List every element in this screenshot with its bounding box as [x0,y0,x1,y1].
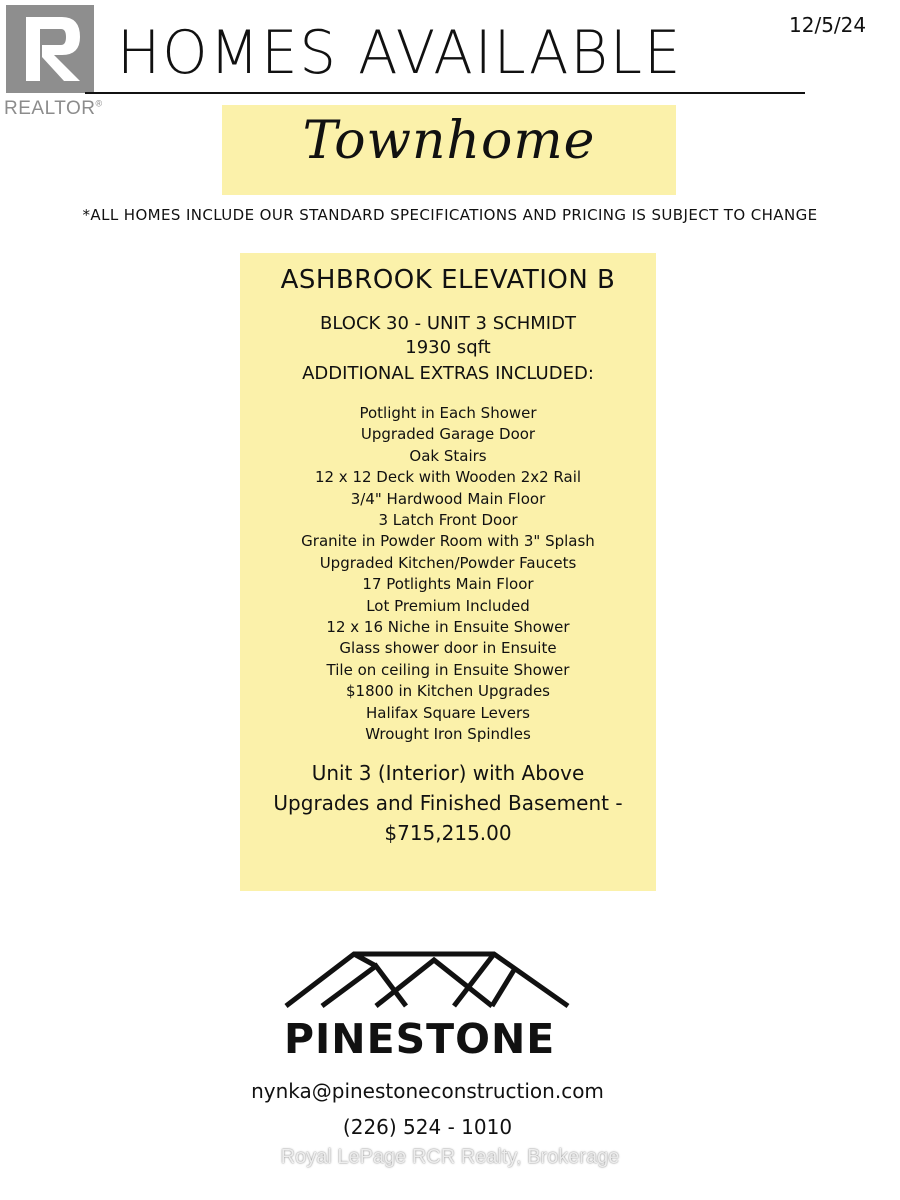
home-type-label: Townhome [302,111,596,171]
extras-list [240,403,656,746]
home-type-banner [222,105,676,195]
realtor-logo [6,5,94,93]
price: $715,215.00 [384,821,512,845]
list-item: 12 x 16 Niche in Ensuite Shower [326,618,570,637]
list-item: 3/4" Hardwood Main Floor [350,489,546,508]
brand-name: PINESTONE [284,1015,556,1063]
list-item: Upgraded Garage Door [360,425,536,444]
block-unit: BLOCK 30 - UNIT 3 SCHMIDT [320,313,576,334]
contact-phone[interactable]: (226) 524 - 1010 [342,1115,513,1139]
extras-heading: ADDITIONAL EXTRAS INCLUDED: [302,363,594,384]
list-item: Oak Stairs [409,446,487,465]
listing-card [240,253,656,891]
list-item: Upgraded Kitchen/Powder Faucets [319,553,577,572]
list-item: 17 Potlights Main Floor [362,575,534,594]
title-underline [85,92,805,94]
list-item: Halifax Square Levers [366,703,530,722]
area: 1930 sqft [405,337,491,358]
model-name: ASHBROOK ELEVATION B [280,265,616,295]
list-item: Glass shower door in Ensuite [339,639,557,658]
realtor-r-icon [6,5,94,93]
pinestone-roof-icon [284,948,574,1014]
price-description-line1: Unit 3 (Interior) with Above [311,761,585,785]
realtor-registered-mark: ® [95,98,103,109]
price-block [240,758,656,848]
list-item: 12 x 12 Deck with Wooden 2x2 Rail [314,468,582,487]
list-item: 3 Latch Front Door [378,511,518,530]
price-description-line2: Upgrades and Finished Basement - [273,791,623,815]
list-item: Tile on ceiling in Ensuite Shower [326,660,570,679]
disclaimer: *ALL HOMES INCLUDE OUR STANDARD SPECIFICATIONS AND PRICING IS SUBJECT TO CHANGE [82,206,818,224]
page-title: HOMES AVAILABLE [117,18,683,88]
date-stamp: 12/5/24 [789,13,867,37]
realtor-logo-text [4,98,103,120]
list-item: Granite in Powder Room with 3" Splash [301,532,595,551]
list-item: Wrought Iron Spindles [365,725,531,744]
realtor-wordmark: REALTOR [4,98,96,119]
list-item: Lot Premium Included [366,596,530,615]
list-item: $1800 in Kitchen Upgrades [345,682,551,701]
brokerage-watermark: Royal LePage RCR Realty, Brokerage [280,1146,620,1168]
contact-email[interactable]: nynka@pinestoneconstruction.com [251,1079,604,1103]
list-item: Potlight in Each Shower [359,404,537,422]
